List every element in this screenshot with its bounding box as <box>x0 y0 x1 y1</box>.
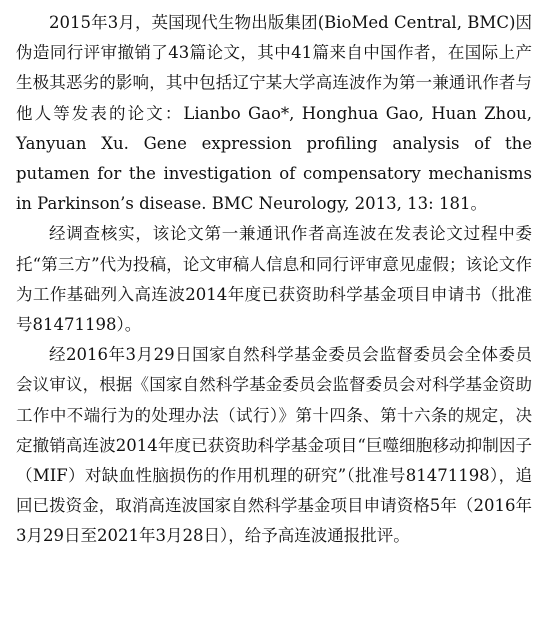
paragraph-retraction-background: 2015年3月，英国现代生物出版集团(BioMed Central, BMC)因伪造同行评审撤销了43篇论文，其中41篇来自中国作者，在国际上产生极其恶劣的影响，其中包括辽宁某大学高连波作为第一兼通讯作者与他人等发表的论文：Lianbo Gao*, Honghua Gao, Huan Zhou, Yanyuan Xu. Gene expression profiling analysis of the putamen for the investigation of compensatory mechanisms in Parkinson’s disease. BMC Neurology, 2013, 13: 181。 <box>16 13 532 214</box>
paragraph-investigation-findings: 经调查核实，该论文第一兼通讯作者高连波在发表论文过程中委托“第三方”代为投稿，论文审稿人信息和同行评审意见虚假；该论文作为工作基础列入高连波2014年度已获资助科学基金项目申请书（批准号81471198）。 <box>16 224 532 335</box>
document-body <box>16 8 532 552</box>
paragraph-penalty-decision: 经2016年3月29日国家自然科学基金委员会监督委员会全体委员会议审议，根据《国家自然科学基金委员会监督委员会对科学基金资助工作中不端行为的处理办法（试行）》第十四条、第十六条的规定，决定撤销高连波2014年度已获资助科学基金项目“巨噬细胞移动抑制因子（MIF）对缺血性脑损伤的作用机理的研究”（批准号81471198），追回已拨资金，取消高连波国家自然科学基金项目申请资格5年（2016年3月29日至2021年3月28日），给予高连波通报批评。 <box>16 345 532 546</box>
